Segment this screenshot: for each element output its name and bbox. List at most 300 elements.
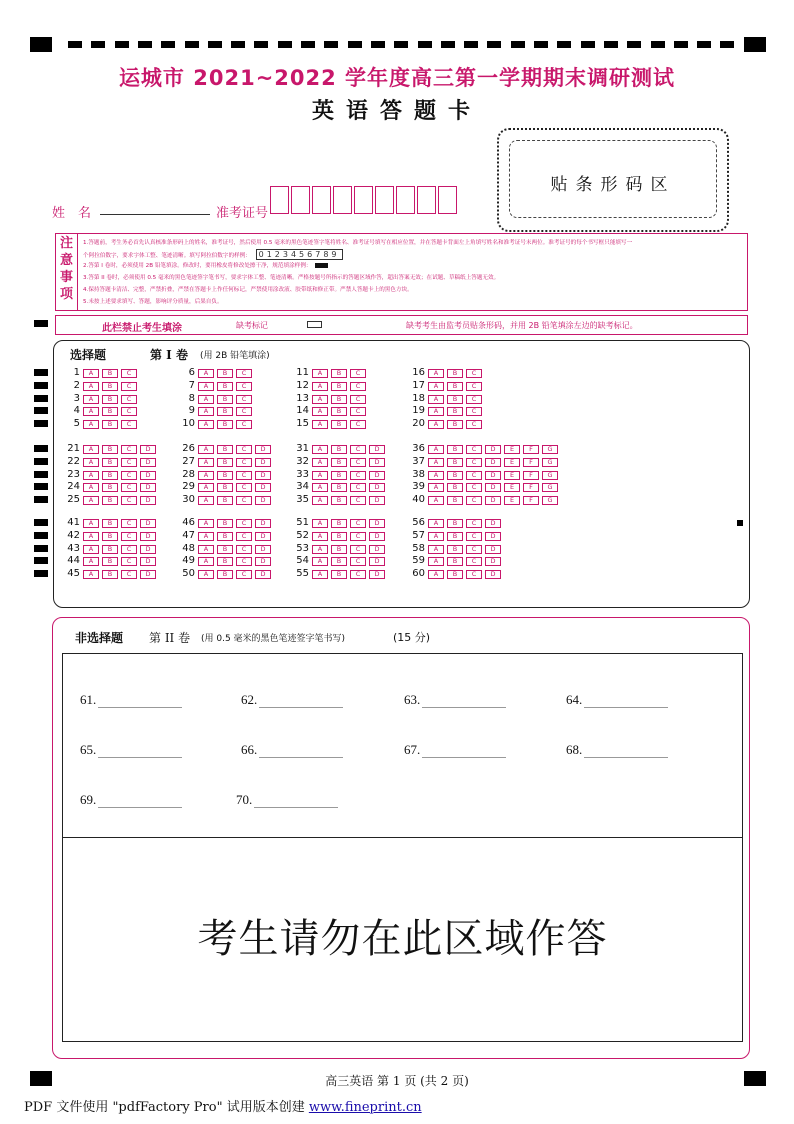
- option-bubble-c[interactable]: C: [236, 445, 252, 454]
- timing-mark-left: [34, 458, 48, 465]
- question-number: 18: [412, 392, 425, 404]
- id-digit-box[interactable]: [396, 186, 415, 214]
- option-bubble-d[interactable]: D: [255, 496, 271, 505]
- timing-mark-left: [34, 445, 48, 452]
- option-bubble-a[interactable]: A: [312, 407, 328, 416]
- option-bubble-d[interactable]: D: [369, 471, 385, 480]
- id-digit-box[interactable]: [354, 186, 373, 214]
- option-bubble-a[interactable]: A: [428, 471, 444, 480]
- blank-68[interactable]: [566, 742, 668, 758]
- option-bubble-d[interactable]: D: [369, 445, 385, 454]
- id-digit-box[interactable]: [417, 186, 436, 214]
- option-bubble-a[interactable]: A: [83, 496, 99, 505]
- option-bubble-b[interactable]: B: [102, 483, 118, 492]
- option-bubble-b[interactable]: B: [331, 458, 347, 467]
- option-bubble-a[interactable]: A: [312, 369, 328, 378]
- question-number: 57: [412, 529, 425, 541]
- option-bubble-a[interactable]: A: [312, 532, 328, 541]
- option-bubble-c[interactable]: C: [121, 420, 137, 429]
- timing-mark: [487, 41, 501, 48]
- option-bubble-d[interactable]: D: [140, 545, 156, 554]
- option-bubble-c[interactable]: C: [466, 407, 482, 416]
- blank-number: 65.: [80, 742, 97, 757]
- blank-70[interactable]: [236, 792, 338, 808]
- option-bubble-c[interactable]: C: [121, 382, 137, 391]
- option-bubble-a[interactable]: A: [83, 369, 99, 378]
- option-bubble-e[interactable]: E: [504, 458, 520, 467]
- blank-65[interactable]: [80, 742, 182, 758]
- option-bubble-b[interactable]: B: [447, 532, 463, 541]
- option-bubble-d[interactable]: D: [255, 545, 271, 554]
- option-bubble-a[interactable]: A: [83, 407, 99, 416]
- option-bubble-b[interactable]: B: [217, 382, 233, 391]
- name-field[interactable]: [100, 213, 210, 215]
- question-number: 23: [67, 468, 80, 480]
- option-bubble-b[interactable]: B: [217, 369, 233, 378]
- option-bubble-b[interactable]: B: [331, 395, 347, 404]
- option-bubble-c[interactable]: C: [350, 420, 366, 429]
- option-bubble-c[interactable]: C: [121, 557, 137, 566]
- option-bubble-b[interactable]: B: [331, 483, 347, 492]
- option-bubble-a[interactable]: A: [198, 557, 214, 566]
- option-bubble-a[interactable]: A: [198, 532, 214, 541]
- blank-line[interactable]: [422, 695, 506, 708]
- option-bubble-c[interactable]: C: [350, 519, 366, 528]
- option-bubble-c[interactable]: C: [236, 382, 252, 391]
- question-number: 15: [296, 418, 309, 430]
- option-bubble-c[interactable]: C: [121, 545, 137, 554]
- option-bubble-b[interactable]: B: [331, 519, 347, 528]
- option-bubble-c[interactable]: C: [350, 382, 366, 391]
- option-bubble-b[interactable]: B: [217, 519, 233, 528]
- option-bubble-a[interactable]: A: [83, 471, 99, 480]
- option-bubble-b[interactable]: B: [447, 445, 463, 454]
- option-bubble-b[interactable]: B: [217, 458, 233, 467]
- option-bubble-c[interactable]: C: [350, 471, 366, 480]
- option-bubble-b[interactable]: B: [447, 420, 463, 429]
- option-bubble-c[interactable]: C: [236, 458, 252, 467]
- option-bubble-a[interactable]: A: [83, 382, 99, 391]
- option-bubble-c[interactable]: C: [466, 483, 482, 492]
- option-bubble-c[interactable]: C: [466, 445, 482, 454]
- option-bubble-a[interactable]: A: [428, 496, 444, 505]
- option-bubble-c[interactable]: C: [236, 407, 252, 416]
- option-bubble-d[interactable]: D: [369, 519, 385, 528]
- option-bubble-d[interactable]: D: [255, 483, 271, 492]
- side-mark-right: [737, 520, 743, 526]
- option-bubble-f[interactable]: F: [523, 458, 539, 467]
- option-bubble-b[interactable]: B: [331, 407, 347, 416]
- option-bubble-d[interactable]: D: [255, 471, 271, 480]
- question-number: 47: [182, 529, 195, 541]
- id-digit-box[interactable]: [333, 186, 352, 214]
- option-bubble-c[interactable]: C: [121, 471, 137, 480]
- option-bubble-a[interactable]: A: [198, 458, 214, 467]
- option-bubble-c[interactable]: C: [466, 532, 482, 541]
- option-bubble-c[interactable]: C: [466, 369, 482, 378]
- option-bubble-c[interactable]: C: [121, 395, 137, 404]
- option-bubble-a[interactable]: A: [428, 519, 444, 528]
- question-number: 44: [67, 555, 80, 567]
- option-bubble-d[interactable]: D: [369, 557, 385, 566]
- option-bubble-c[interactable]: C: [236, 483, 252, 492]
- option-bubble-d[interactable]: D: [140, 471, 156, 480]
- option-bubble-b[interactable]: B: [331, 420, 347, 429]
- option-bubble-d[interactable]: D: [369, 458, 385, 467]
- option-bubble-c[interactable]: C: [350, 496, 366, 505]
- option-bubble-c[interactable]: C: [466, 382, 482, 391]
- option-bubble-d[interactable]: D: [140, 496, 156, 505]
- option-bubble-c[interactable]: C: [350, 557, 366, 566]
- blank-line[interactable]: [584, 695, 668, 708]
- option-bubble-d[interactable]: D: [485, 557, 501, 566]
- option-bubble-a[interactable]: A: [198, 519, 214, 528]
- option-bubble-a[interactable]: A: [312, 445, 328, 454]
- option-bubble-a[interactable]: A: [312, 557, 328, 566]
- option-bubble-a[interactable]: A: [83, 532, 99, 541]
- option-bubble-b[interactable]: B: [447, 407, 463, 416]
- option-bubble-d[interactable]: D: [255, 570, 271, 579]
- option-bubble-g[interactable]: G: [542, 496, 558, 505]
- option-bubble-b[interactable]: B: [447, 382, 463, 391]
- option-bubble-c[interactable]: C: [121, 458, 137, 467]
- timing-mark: [91, 41, 105, 48]
- option-bubble-f[interactable]: F: [523, 496, 539, 505]
- option-bubble-d[interactable]: D: [485, 545, 501, 554]
- question-number: 56: [412, 517, 425, 528]
- blank-number: 70.: [236, 792, 253, 807]
- option-bubble-a[interactable]: A: [312, 496, 328, 505]
- option-bubble-a[interactable]: A: [83, 458, 99, 467]
- option-bubble-c[interactable]: C: [121, 496, 137, 505]
- option-bubble-c[interactable]: C: [466, 496, 482, 505]
- option-bubble-b[interactable]: B: [102, 519, 118, 528]
- option-bubble-d[interactable]: D: [485, 445, 501, 454]
- question-number: 16: [412, 367, 425, 378]
- option-bubble-d[interactable]: D: [369, 570, 385, 579]
- option-bubble-b[interactable]: B: [217, 420, 233, 429]
- option-bubble-c[interactable]: C: [236, 420, 252, 429]
- option-bubble-b[interactable]: B: [447, 496, 463, 505]
- question-number: 34: [296, 481, 309, 493]
- option-bubble-c[interactable]: C: [236, 532, 252, 541]
- answer-frame: [62, 653, 743, 1042]
- timing-mark-left: [34, 471, 48, 478]
- option-bubble-c[interactable]: C: [121, 445, 137, 454]
- blank-line[interactable]: [422, 745, 506, 758]
- option-bubble-a[interactable]: A: [198, 407, 214, 416]
- option-bubble-a[interactable]: A: [198, 483, 214, 492]
- option-bubble-c[interactable]: C: [121, 369, 137, 378]
- option-bubble-a[interactable]: A: [312, 570, 328, 579]
- option-bubble-a[interactable]: A: [428, 458, 444, 467]
- blank-line[interactable]: [254, 795, 338, 808]
- option-bubble-a[interactable]: A: [428, 483, 444, 492]
- blank-line[interactable]: [259, 745, 343, 758]
- option-bubble-g[interactable]: G: [542, 445, 558, 454]
- option-bubble-b[interactable]: B: [217, 570, 233, 579]
- option-bubble-d[interactable]: D: [140, 445, 156, 454]
- option-bubble-b[interactable]: B: [331, 532, 347, 541]
- option-bubble-c[interactable]: C: [466, 458, 482, 467]
- option-bubble-d[interactable]: D: [369, 496, 385, 505]
- option-bubble-c[interactable]: C: [466, 471, 482, 480]
- option-bubble-c[interactable]: C: [466, 545, 482, 554]
- option-bubble-a[interactable]: A: [428, 420, 444, 429]
- option-bubble-d[interactable]: D: [369, 545, 385, 554]
- id-digit-box[interactable]: [312, 186, 331, 214]
- option-bubble-a[interactable]: A: [198, 570, 214, 579]
- timing-mark: [278, 41, 292, 48]
- option-bubble-c[interactable]: C: [466, 519, 482, 528]
- blank-number: 67.: [404, 742, 421, 757]
- question-number: 38: [412, 468, 425, 480]
- option-bubble-a[interactable]: A: [312, 519, 328, 528]
- option-bubble-b[interactable]: B: [331, 557, 347, 566]
- option-bubble-b[interactable]: B: [217, 496, 233, 505]
- option-bubble-b[interactable]: B: [102, 557, 118, 566]
- option-bubble-c[interactable]: C: [350, 369, 366, 378]
- option-bubble-b[interactable]: B: [447, 570, 463, 579]
- option-bubble-d[interactable]: D: [485, 532, 501, 541]
- option-bubble-a[interactable]: A: [198, 369, 214, 378]
- option-bubble-c[interactable]: C: [121, 483, 137, 492]
- timing-mark: [185, 41, 199, 48]
- option-bubble-c[interactable]: C: [466, 570, 482, 579]
- option-bubble-b[interactable]: B: [102, 369, 118, 378]
- option-bubble-c[interactable]: C: [236, 395, 252, 404]
- option-bubble-a[interactable]: A: [198, 420, 214, 429]
- option-bubble-a[interactable]: A: [83, 519, 99, 528]
- option-bubble-a[interactable]: A: [428, 445, 444, 454]
- option-bubble-b[interactable]: B: [102, 445, 118, 454]
- option-bubble-e[interactable]: E: [504, 496, 520, 505]
- option-bubble-b[interactable]: B: [102, 382, 118, 391]
- option-bubble-b[interactable]: B: [217, 483, 233, 492]
- option-bubble-a[interactable]: A: [428, 557, 444, 566]
- option-bubble-d[interactable]: D: [255, 532, 271, 541]
- option-bubble-b[interactable]: B: [217, 545, 233, 554]
- id-digit-box[interactable]: [438, 186, 457, 214]
- option-bubble-d[interactable]: D: [485, 471, 501, 480]
- blank-66[interactable]: [241, 742, 343, 758]
- option-bubble-a[interactable]: A: [428, 382, 444, 391]
- blank-64[interactable]: [566, 692, 668, 708]
- blank-line[interactable]: [98, 795, 182, 808]
- option-bubble-d[interactable]: D: [485, 483, 501, 492]
- pdf-credit-link[interactable]: www.fineprint.cn: [308, 1100, 422, 1115]
- option-bubble-c[interactable]: C: [121, 570, 137, 579]
- option-bubble-d[interactable]: D: [140, 483, 156, 492]
- option-bubble-c[interactable]: C: [350, 395, 366, 404]
- option-bubble-c[interactable]: C: [350, 407, 366, 416]
- option-bubble-g[interactable]: G: [542, 458, 558, 467]
- question-number: 25: [67, 494, 80, 506]
- question-number: 60: [412, 568, 425, 580]
- option-bubble-d[interactable]: D: [140, 570, 156, 579]
- option-bubble-c[interactable]: C: [466, 420, 482, 429]
- timing-mark-left: [34, 545, 48, 552]
- option-bubble-b[interactable]: B: [447, 557, 463, 566]
- option-bubble-c[interactable]: C: [236, 496, 252, 505]
- option-bubble-c[interactable]: C: [466, 395, 482, 404]
- option-bubble-c[interactable]: C: [236, 570, 252, 579]
- blank-line[interactable]: [98, 745, 182, 758]
- option-bubble-d[interactable]: D: [255, 458, 271, 467]
- option-bubble-a[interactable]: A: [83, 557, 99, 566]
- volume-2-label: 第 II 卷: [149, 631, 191, 645]
- blank-62[interactable]: [241, 692, 343, 708]
- blank-line[interactable]: [584, 745, 668, 758]
- option-bubble-b[interactable]: B: [447, 545, 463, 554]
- blank-67[interactable]: [404, 742, 506, 758]
- id-digit-box[interactable]: [375, 186, 394, 214]
- option-bubble-d[interactable]: D: [255, 557, 271, 566]
- option-bubble-b[interactable]: B: [102, 545, 118, 554]
- id-digit-box[interactable]: [270, 186, 289, 214]
- option-bubble-b[interactable]: B: [102, 532, 118, 541]
- notes-side-char: 注: [59, 236, 73, 251]
- option-bubble-a[interactable]: A: [198, 471, 214, 480]
- timing-mark: [604, 41, 618, 48]
- option-bubble-a[interactable]: A: [312, 420, 328, 429]
- option-bubble-c[interactable]: C: [350, 458, 366, 467]
- option-bubble-b[interactable]: B: [102, 471, 118, 480]
- blank-63[interactable]: [404, 692, 506, 708]
- option-bubble-g[interactable]: G: [542, 471, 558, 480]
- option-bubble-d[interactable]: D: [140, 458, 156, 467]
- option-bubble-a[interactable]: A: [428, 369, 444, 378]
- option-bubble-a[interactable]: A: [198, 445, 214, 454]
- blank-line[interactable]: [259, 695, 343, 708]
- option-bubble-a[interactable]: A: [428, 395, 444, 404]
- option-bubble-b[interactable]: B: [217, 532, 233, 541]
- option-bubble-a[interactable]: A: [428, 532, 444, 541]
- option-bubble-c[interactable]: C: [236, 519, 252, 528]
- option-bubble-c[interactable]: C: [350, 483, 366, 492]
- id-digit-box[interactable]: [291, 186, 310, 214]
- option-bubble-a[interactable]: A: [428, 570, 444, 579]
- notes-side-label: [56, 234, 78, 310]
- option-bubble-f[interactable]: F: [523, 471, 539, 480]
- option-bubble-b[interactable]: B: [331, 445, 347, 454]
- option-bubble-b[interactable]: B: [217, 471, 233, 480]
- option-bubble-a[interactable]: A: [198, 496, 214, 505]
- option-bubble-a[interactable]: A: [83, 483, 99, 492]
- absent-checkbox[interactable]: [307, 321, 322, 328]
- option-bubble-b[interactable]: B: [447, 471, 463, 480]
- timing-mark: [161, 41, 175, 48]
- option-bubble-a[interactable]: A: [198, 395, 214, 404]
- option-bubble-a[interactable]: A: [83, 395, 99, 404]
- option-bubble-b[interactable]: B: [102, 407, 118, 416]
- option-bubble-b[interactable]: B: [102, 420, 118, 429]
- option-bubble-d[interactable]: D: [140, 557, 156, 566]
- option-bubble-d[interactable]: D: [369, 483, 385, 492]
- option-bubble-b[interactable]: B: [331, 369, 347, 378]
- option-bubble-c[interactable]: C: [121, 407, 137, 416]
- timing-mark: [697, 41, 711, 48]
- option-bubble-b[interactable]: B: [102, 395, 118, 404]
- absent-row: [55, 315, 748, 335]
- option-bubble-a[interactable]: A: [312, 395, 328, 404]
- option-bubble-c[interactable]: C: [236, 557, 252, 566]
- option-bubble-c[interactable]: C: [350, 445, 366, 454]
- option-bubble-a[interactable]: A: [312, 483, 328, 492]
- option-bubble-b[interactable]: B: [102, 458, 118, 467]
- option-bubble-d[interactable]: D: [255, 445, 271, 454]
- option-bubble-d[interactable]: D: [255, 519, 271, 528]
- option-bubble-b[interactable]: B: [217, 557, 233, 566]
- option-bubble-a[interactable]: A: [428, 545, 444, 554]
- option-bubble-a[interactable]: A: [312, 382, 328, 391]
- option-bubble-a[interactable]: A: [83, 545, 99, 554]
- blank-line[interactable]: [98, 695, 182, 708]
- option-bubble-b[interactable]: B: [331, 382, 347, 391]
- option-bubble-c[interactable]: C: [236, 545, 252, 554]
- option-bubble-e[interactable]: E: [504, 445, 520, 454]
- option-bubble-b[interactable]: B: [217, 407, 233, 416]
- option-bubble-f[interactable]: F: [523, 445, 539, 454]
- option-bubble-c[interactable]: C: [350, 532, 366, 541]
- blank-61[interactable]: [80, 692, 182, 708]
- option-bubble-c[interactable]: C: [121, 519, 137, 528]
- option-bubble-b[interactable]: B: [102, 570, 118, 579]
- option-bubble-a[interactable]: A: [428, 407, 444, 416]
- option-bubble-d[interactable]: D: [369, 532, 385, 541]
- option-bubble-b[interactable]: B: [331, 570, 347, 579]
- option-bubble-a[interactable]: A: [83, 445, 99, 454]
- option-bubble-b[interactable]: B: [447, 395, 463, 404]
- option-bubble-b[interactable]: B: [447, 519, 463, 528]
- option-bubble-c[interactable]: C: [236, 369, 252, 378]
- option-bubble-d[interactable]: D: [485, 519, 501, 528]
- option-bubble-g[interactable]: G: [542, 483, 558, 492]
- option-bubble-a[interactable]: A: [198, 382, 214, 391]
- option-bubble-d[interactable]: D: [485, 458, 501, 467]
- option-bubble-b[interactable]: B: [102, 496, 118, 505]
- option-bubble-e[interactable]: E: [504, 483, 520, 492]
- option-bubble-c[interactable]: C: [466, 557, 482, 566]
- option-bubble-a[interactable]: A: [312, 471, 328, 480]
- option-bubble-c[interactable]: C: [121, 532, 137, 541]
- option-bubble-b[interactable]: B: [217, 395, 233, 404]
- option-bubble-c[interactable]: C: [236, 471, 252, 480]
- option-bubble-f[interactable]: F: [523, 483, 539, 492]
- option-bubble-b[interactable]: B: [331, 471, 347, 480]
- option-bubble-a[interactable]: A: [83, 420, 99, 429]
- option-bubble-a[interactable]: A: [312, 458, 328, 467]
- option-bubble-a[interactable]: A: [312, 545, 328, 554]
- option-bubble-c[interactable]: C: [350, 570, 366, 579]
- option-bubble-b[interactable]: B: [447, 483, 463, 492]
- option-bubble-b[interactable]: B: [217, 445, 233, 454]
- option-bubble-a[interactable]: A: [198, 545, 214, 554]
- notes-panel: [55, 233, 748, 311]
- option-bubble-d[interactable]: D: [140, 532, 156, 541]
- option-bubble-c[interactable]: C: [350, 545, 366, 554]
- option-bubble-a[interactable]: A: [83, 570, 99, 579]
- option-bubble-b[interactable]: B: [331, 496, 347, 505]
- option-bubble-d[interactable]: D: [485, 496, 501, 505]
- option-bubble-e[interactable]: E: [504, 471, 520, 480]
- option-bubble-b[interactable]: B: [331, 545, 347, 554]
- option-bubble-d[interactable]: D: [140, 519, 156, 528]
- option-bubble-b[interactable]: B: [447, 458, 463, 467]
- option-bubble-b[interactable]: B: [447, 369, 463, 378]
- blank-69[interactable]: [80, 792, 182, 808]
- option-bubble-d[interactable]: D: [485, 570, 501, 579]
